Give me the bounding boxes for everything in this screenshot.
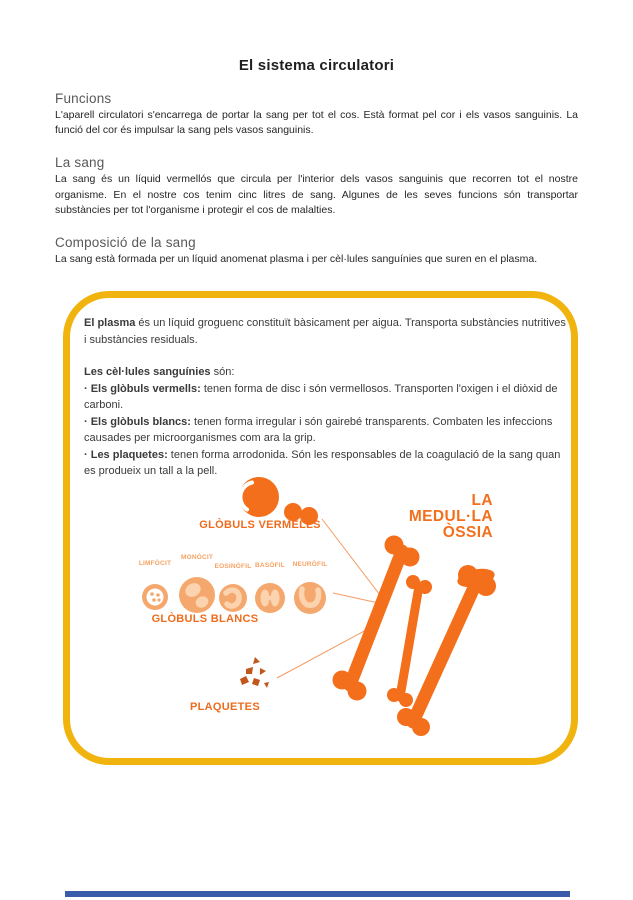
red-blood-cells-icon: [239, 477, 318, 525]
cell-dot: [157, 598, 160, 601]
cell-dot: [150, 592, 154, 596]
bone-knob: [418, 580, 432, 594]
bullet-globuls-blancs: [84, 414, 568, 447]
section-la-sang: [55, 155, 578, 218]
wbc-type-label-eosinofil: EOSINÒFIL: [214, 563, 252, 570]
bone-shaft: [350, 551, 402, 685]
bone-knob: [412, 718, 430, 736]
wbc-type-label-neurofil: NEURÒFIL: [292, 561, 328, 568]
page-title: El sistema circulatori: [238, 57, 395, 74]
cells-lead: Les cèl·lules sanguínies: [84, 366, 211, 378]
bone-knob: [401, 548, 420, 567]
plasma-paragraph: [84, 315, 568, 348]
platelet: [246, 667, 253, 674]
bone-knob: [385, 536, 404, 555]
wbc-type-label-limfocit: LIMFÒCIT: [138, 560, 172, 567]
bullet-rest: tenen forma de disc i són vermellosos. Transporten l'oxigen i el diòxid de carboni.: [84, 382, 558, 411]
bullet-rest: tenen forma arrodonida. Són les responsables de la coagulació de la sang quan es produeix un tall a la pell.: [84, 448, 561, 477]
wbc-monocit-icon: [179, 577, 215, 613]
platelet: [264, 682, 269, 688]
marrow-label-line3: ÒSSIA: [442, 524, 493, 541]
info-box: [63, 291, 578, 765]
bone-knob: [458, 565, 478, 585]
bone-knob: [348, 682, 367, 701]
section-body-funcions: L'aparell circulatori s'encarrega de portar la sang per tot el cos. Està format pel cor i els vasos sanguinis. La funció del cor és impulsar la sang pels vasos sanguinis.: [55, 109, 578, 137]
info-box-text: [84, 315, 568, 480]
platelet: [240, 676, 249, 685]
platelet: [253, 657, 260, 664]
wbc-neurofil-icon: [294, 582, 326, 614]
bullet-lead: · Els glòbuls vermells:: [84, 382, 201, 395]
plasma-lead: El plasma: [84, 317, 136, 329]
cell-dot: [156, 593, 160, 597]
section-body-la-sang: La sang és un líquid vermellós que circula per l'interior dels vasos sanguinis que recorren tot el nostre organisme. En el nostre cos tenim cinc litres de sang. Algunes de les seves funcions són transportar substàncies per tot l'organisme i protegir el cos de malalties.: [55, 173, 578, 216]
cells-intro-line: [84, 364, 568, 381]
wbc-limfocit-icon: [142, 584, 168, 610]
plasma-rest: és un líquid groguenc constituït bàsicament per aigua. Transporta substàncies nutritives i substàncies residuals.: [84, 317, 566, 346]
blood-cells-diagram: [80, 475, 560, 760]
cell-dot: [152, 598, 156, 602]
wbc-eosinofil-icon: [219, 584, 247, 612]
section-heading-composicio: Composició de la sang: [55, 235, 196, 251]
white-blood-cells-icons: [142, 577, 326, 614]
platelet: [252, 678, 260, 686]
platelet: [260, 668, 266, 675]
section-heading-funcions: Funcions: [55, 91, 112, 106]
cells-rest: són:: [210, 366, 235, 378]
section-funcions: [55, 91, 578, 138]
bullet-rest: tenen forma irregular i són gairebé transparents. Combaten les infeccions causades per microorganismes com ara la grip.: [84, 415, 553, 444]
section-body-composicio: La sang està formada per un líquid anomenat plasma i per cèl·lules sanguínies que suren en el plasma.: [55, 253, 538, 266]
bone-knob: [406, 575, 420, 589]
platelets-label: PLAQUETES: [190, 701, 260, 713]
cell-body: [294, 582, 326, 614]
connector-line-rbc: [322, 519, 383, 599]
bone-knob: [397, 708, 415, 726]
bone-shaft: [413, 581, 477, 722]
bone-knob: [387, 688, 401, 702]
marrow-label-line1: LA: [471, 492, 493, 509]
bullet-globuls-vermells: [84, 381, 568, 414]
wbc-type-label-basofil: BASÒFIL: [255, 562, 285, 569]
bullet-lead: · Els glòbuls blancs:: [84, 415, 191, 428]
wbc-label: GLÒBULS BLANCS: [151, 613, 259, 625]
section-heading-la-sang: La sang: [55, 155, 105, 171]
cell-nucleus: [265, 596, 275, 600]
wbc-basofil-icon: [255, 583, 285, 613]
bone-knob: [476, 576, 496, 596]
wbc-type-label-monocit: MONÒCIT: [180, 554, 214, 561]
cell-inner: [147, 589, 164, 606]
section-composicio: [55, 235, 578, 267]
platelets-icon: [240, 657, 269, 688]
bullet-lead: · Les plaquetes:: [84, 448, 168, 461]
marrow-label-line2: MEDUL·LA: [408, 508, 493, 525]
page-content: [55, 0, 578, 267]
marrow-label: [409, 492, 493, 541]
bone-knob: [399, 693, 413, 707]
rbc-label: GLÒBULS VERMELLS: [199, 519, 321, 531]
bone-shaft: [400, 586, 419, 697]
footer-rule: [65, 891, 570, 897]
red-blood-cell-large: [239, 477, 279, 517]
